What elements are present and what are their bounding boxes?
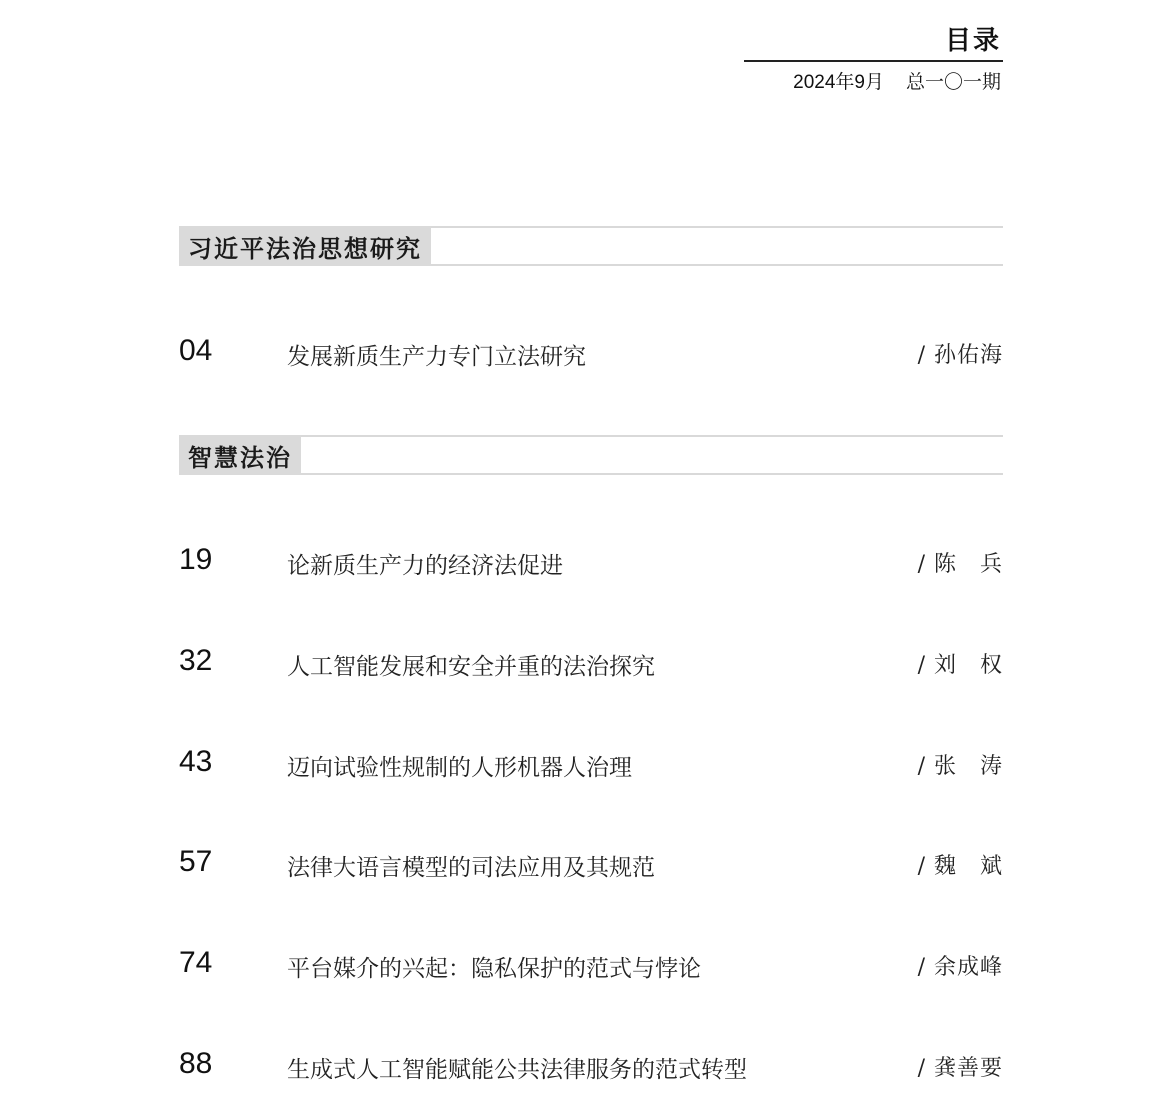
issue-number: 总一〇一期 (905, 72, 1001, 93)
section-rule-bottom (179, 473, 1003, 475)
section-rule-top (179, 435, 1003, 437)
article-title: 平台媒介的兴起：隐私保护的范式与悖论 (287, 956, 701, 982)
toc-entry[interactable] (179, 543, 1003, 583)
toc-entry[interactable] (179, 745, 1003, 785)
article-title: 迈向试验性规制的人形机器人治理 (287, 755, 632, 781)
page-number: 43 (179, 745, 213, 778)
article-author: / 孙佑海 (917, 343, 1003, 368)
section-header-xi-thought (179, 226, 1003, 266)
toc-entry[interactable] (179, 1047, 1003, 1087)
toc-entry[interactable] (179, 334, 1003, 374)
article-author: / 余成峰 (917, 955, 1003, 980)
issue-info (793, 67, 1001, 94)
article-author: / 魏 斌 (917, 854, 1003, 879)
page-number: 74 (179, 946, 213, 979)
article-title: 生成式人工智能赋能公共法律服务的范式转型 (287, 1057, 747, 1083)
article-title: 论新质生产力的经济法促进 (287, 553, 563, 579)
article-title: 法律大语言模型的司法应用及其规范 (287, 855, 655, 881)
article-author: / 陈 兵 (917, 552, 1003, 577)
page-number: 04 (179, 334, 213, 367)
toc-entry[interactable] (179, 845, 1003, 885)
page-number: 88 (179, 1047, 213, 1080)
toc-entry[interactable] (179, 644, 1003, 684)
section-label: 智慧法治 (179, 435, 301, 475)
issue-date: 2024年9月 (793, 72, 884, 93)
article-author: / 张 涛 (917, 754, 1003, 779)
article-author: / 龚善要 (917, 1056, 1003, 1081)
article-title: 人工智能发展和安全并重的法治探究 (287, 654, 655, 680)
article-title: 发展新质生产力专门立法研究 (287, 344, 586, 370)
header-divider (744, 60, 1003, 62)
toc-entry[interactable] (179, 946, 1003, 986)
page-number: 57 (179, 845, 213, 878)
article-author: / 刘 权 (917, 653, 1003, 678)
page-number: 19 (179, 543, 213, 576)
section-header-smart-law (179, 435, 1003, 475)
section-label: 习近平法治思想研究 (179, 226, 431, 266)
page-number: 32 (179, 644, 213, 677)
toc-title: 目录 (944, 26, 1001, 56)
